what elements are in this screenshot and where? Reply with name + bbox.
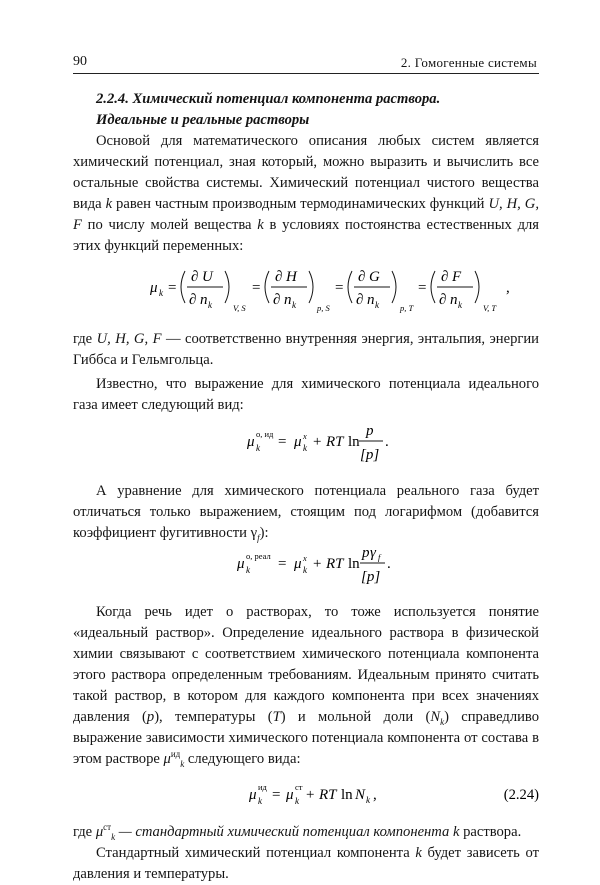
eq2-denominator: [p] xyxy=(360,447,380,463)
eq2-mu-x: μ xyxy=(294,434,302,450)
eq1-cond-h: p, S xyxy=(317,303,330,313)
section-subtitle: Идеальные и реальные растворы xyxy=(96,112,310,128)
eq1-paren-left-u xyxy=(181,271,185,303)
paragraph-4: А уравнение для химического потенциала реального газа будет отличаться только выражением, стоящим под логарифмом (добавится коэффициент фугитивности $\gamma_f$): xyxy=(73,483,539,543)
eq4-mu-sup: ид xyxy=(258,782,267,792)
eq4-n: N xyxy=(355,787,366,803)
eq1-mu-sub: k xyxy=(159,288,163,298)
eq3-rt: RT xyxy=(326,556,344,572)
eq4-rt: RT xyxy=(319,787,337,803)
eq1-n-sub-f: k xyxy=(458,300,462,310)
eq1-partial-h: ∂ xyxy=(275,269,283,285)
eq1-partial-n-h: ∂ xyxy=(273,292,281,308)
eq4-comma: , xyxy=(373,787,377,803)
eq4-mu-st-sub: k xyxy=(295,796,299,806)
eq1-n-g: n xyxy=(367,292,375,308)
eq1-paren-left-g xyxy=(348,271,352,303)
section-title: 2.2.4. Химический потенциал компонента раствора. xyxy=(96,91,441,107)
eq4-mu: μ xyxy=(249,787,257,803)
equation-ideal-gas xyxy=(73,416,539,468)
eq3-mu-x-sub: k xyxy=(303,565,307,575)
eq2-mu-x-sub: k xyxy=(303,443,307,453)
eq1-partial-f: ∂ xyxy=(441,269,449,285)
eq3-ln: ln xyxy=(348,556,360,572)
eq4-mu-sub: k xyxy=(258,796,262,806)
equation-ideal-solution xyxy=(73,770,539,816)
eq1-n-sub-g: k xyxy=(375,300,379,310)
eq1-func-g: G xyxy=(369,269,380,285)
header-rule xyxy=(73,73,539,74)
paragraph-1: Основой для математического описания любых систем является химический потенциал, зная который, можно выразить и вычислить все остальные свойства системы. Химический потенциал чистого вещества вида k равен частным производным термодинамических функций U, H, G, F по числу молей вещества k в условиях постоянства естественных для этих функций переменных: xyxy=(73,133,540,254)
eq1-cond-f: V, T xyxy=(483,303,497,313)
eq1-n-u: n xyxy=(200,292,208,308)
eq1-comma: , xyxy=(506,280,510,296)
eq1-paren-right-u xyxy=(225,271,229,303)
eq1-paren-right-h xyxy=(309,271,313,303)
eq1-func-u: U xyxy=(202,269,213,285)
eq1-equals-3: = xyxy=(335,280,344,296)
paragraph-7: Стандартный химический потенциал компонента k будет зависеть от давления и температуры. xyxy=(73,845,539,882)
eq2-mu-sup: о, ид xyxy=(256,429,274,439)
eq1-partial-u: ∂ xyxy=(191,269,199,285)
eq4-n-sub: k xyxy=(366,795,370,805)
running-header-chapter: 2. Гомогенные системы xyxy=(400,55,537,70)
eq1-paren-right-g xyxy=(392,271,396,303)
eq1-mu: μ xyxy=(150,280,158,296)
eq3-denominator: [p] xyxy=(361,569,381,585)
eq3-mu: μ xyxy=(237,556,245,572)
eq1-equals-4: = xyxy=(418,280,427,296)
paragraph-6: где $\mu^{ст}_k$ — стандартный химический потенциал компонента k раствора. xyxy=(73,822,522,842)
equation-real-gas xyxy=(73,538,539,590)
paragraph-3: Известно, что выражение для химического потенциала идеального газа имеет следующий вид: xyxy=(73,376,539,413)
eq3-plus: + xyxy=(313,556,322,572)
eq4-ln: ln xyxy=(341,787,353,803)
eq4-mu-st-sup: ст xyxy=(295,782,303,792)
eq2-mu: μ xyxy=(247,434,255,450)
eq1-paren-left-h xyxy=(265,271,269,303)
eq3-equals: = xyxy=(278,556,287,572)
eq1-partial-g: ∂ xyxy=(358,269,366,285)
eq1-partial-n-f: ∂ xyxy=(439,292,447,308)
page-header xyxy=(73,54,539,72)
eq1-cond-u: V, S xyxy=(233,303,246,313)
eq2-period: . xyxy=(385,434,389,450)
eq1-n-sub-h: k xyxy=(292,300,296,310)
eq2-rt: RT xyxy=(326,434,344,450)
eq3-numerator-p: p xyxy=(362,545,370,561)
eq2-plus: + xyxy=(313,434,322,450)
eq3-period: . xyxy=(387,556,391,572)
eq3-mu-sup: о, реал xyxy=(246,551,271,561)
eq3-numerator-gamma: γ xyxy=(370,545,376,561)
eq1-partial-n-u: ∂ xyxy=(189,292,197,308)
paragraph-2: где U, H, G, F — соответственно внутренняя энергия, энтальпия, энергии Гиббса и Гельмгольца. xyxy=(73,331,539,368)
eq1-partial-n-g: ∂ xyxy=(356,292,364,308)
eq1-cond-g: p, T xyxy=(400,303,414,313)
eq4-mu-st: μ xyxy=(286,787,294,803)
eq4-equals: = xyxy=(272,787,281,803)
eq1-func-h: H xyxy=(286,269,297,285)
eq1-paren-left-f xyxy=(431,271,435,303)
eq1-equals: = xyxy=(168,280,177,296)
eq1-paren-right-f xyxy=(475,271,479,303)
eq2-mu-sub: k xyxy=(256,443,260,453)
eq3-mu-x: μ xyxy=(294,556,302,572)
eq1-n-sub-u: k xyxy=(208,300,212,310)
page-number: 90 xyxy=(73,54,87,69)
eq2-mu-x-sup: x xyxy=(303,431,307,441)
eq1-n-h: n xyxy=(284,292,292,308)
eq2-ln: ln xyxy=(348,434,360,450)
eq4-plus: + xyxy=(306,787,315,803)
eq1-n-f: n xyxy=(450,292,458,308)
equation-partial-derivatives xyxy=(73,257,539,315)
eq2-numerator: p xyxy=(366,423,374,439)
eq1-equals-2: = xyxy=(252,280,261,296)
eq1-func-f: F xyxy=(452,269,462,285)
equation-number: (2.24) xyxy=(503,787,539,803)
eq3-mu-x-sup: x xyxy=(303,553,307,563)
eq2-equals: = xyxy=(278,434,287,450)
eq3-mu-sub: k xyxy=(246,565,250,575)
paragraph-5: Когда речь идет о растворах, то тоже используется понятие «идеальный раствор». Определение идеального раствора в физической химии связывают с соответствием химического потенциала компонента этого раствора определенным требованиям. Идеальным принято считать такой раствор, в котором для каждого компонента при всех значениях давления (p), температуры (T) и мольной доли $(N_k)$ справедливо выражение зависимости химического потенциала компонента от состава в этом растворе $\mu^{ид}_k$ следующего вида: xyxy=(73,604,540,769)
page-body xyxy=(73,89,539,885)
eq3-numerator-f: f xyxy=(378,552,381,562)
